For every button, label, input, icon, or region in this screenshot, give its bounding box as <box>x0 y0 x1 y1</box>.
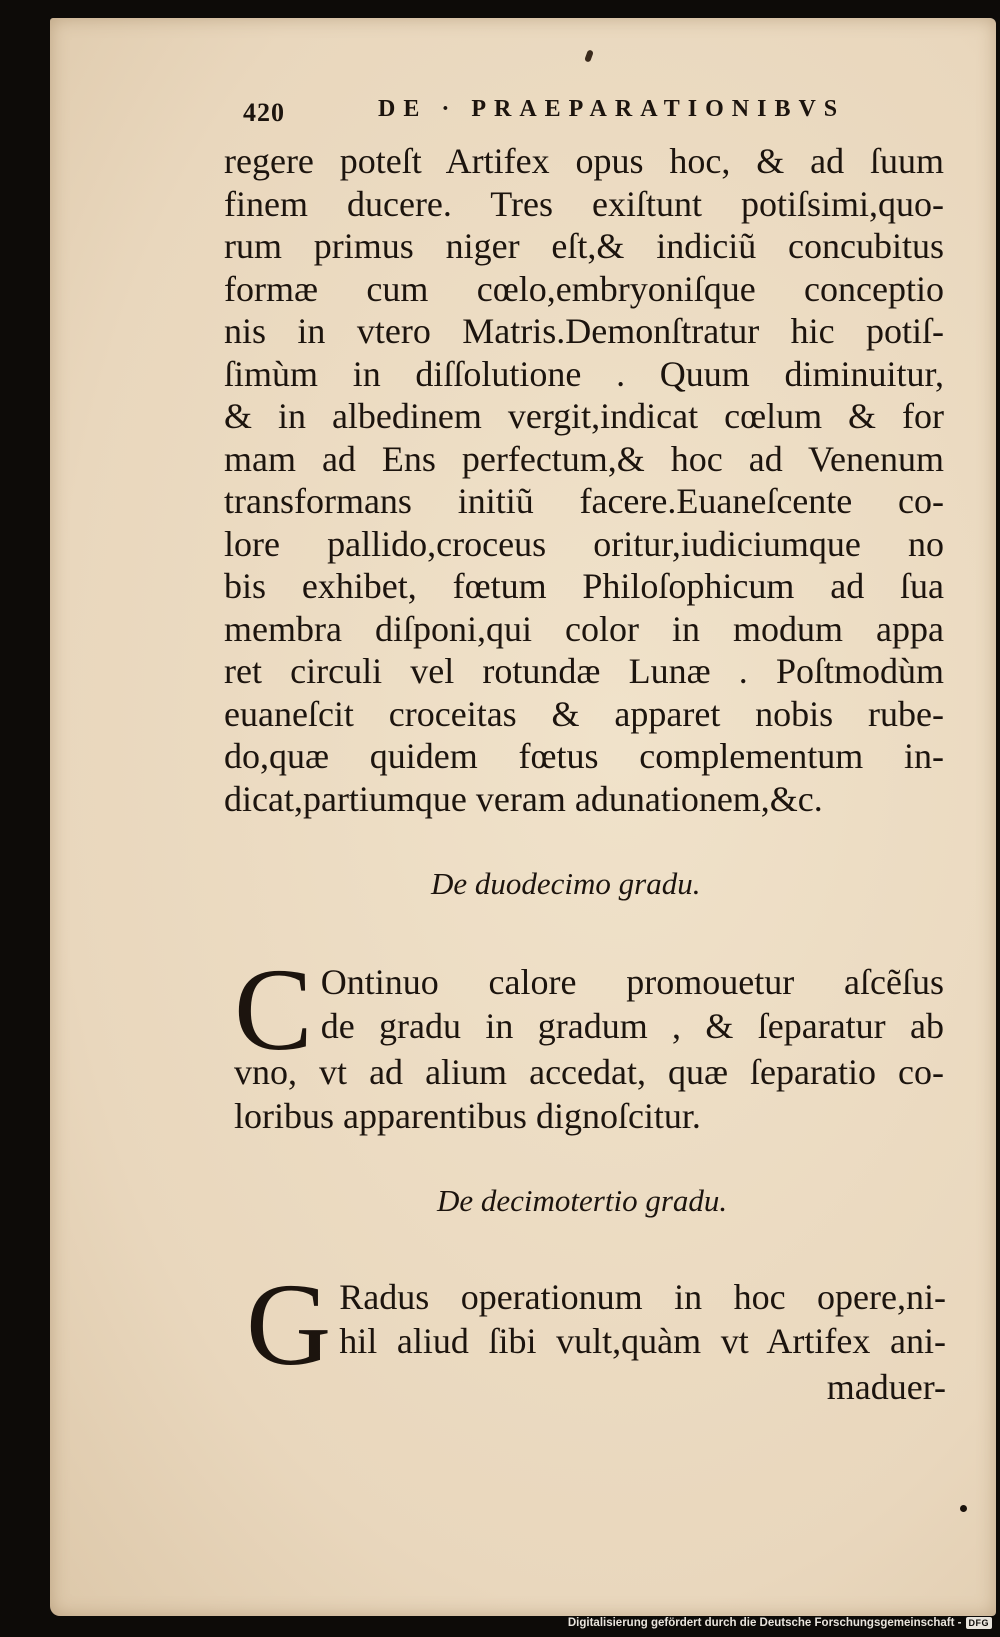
text-line: formæ cum cœlo,embryoniſque conceptio <box>224 268 944 309</box>
text-line: rum primus niger eſt,& indiciũ concubitus <box>224 226 944 266</box>
text-line: hil aliud ſibi vult,quàm vt Artifex ani- <box>339 1321 946 1361</box>
digitization-credit <box>568 1613 992 1633</box>
text-line: ret circuli vel rotundæ Lunæ . Poſtmodùm <box>224 651 944 691</box>
text-line: regere poteſt Artifex opus hoc, & ad ſuum <box>224 141 944 181</box>
running-head: DE · PRAEPARATIONIBVS <box>378 96 846 122</box>
text-line: lore pallido,croceus oritur,iudiciumque no <box>224 523 944 564</box>
text-line: bis exhibet, fœtum Philoſophicum ad ſua <box>224 566 944 606</box>
section-13-body <box>246 1259 946 1409</box>
text-line: dicat,partiumque veram adunationem,&c. <box>224 778 823 819</box>
catchword: maduer- <box>826 1367 946 1407</box>
text-line: de gradu in gradum , & ſeparatur ab <box>320 1006 944 1046</box>
text-line: mam ad Ens perfectum,& hoc ad Venenum <box>224 438 944 479</box>
page-number: 420 <box>243 98 285 127</box>
dropcap-letter: G <box>246 1259 332 1390</box>
credit-text: Digitalisierung gefördert durch die Deutsche Forschungsgemeinschaft - <box>567 1617 962 1629</box>
indented-lines <box>339 1275 946 1363</box>
text-line: transformans initiũ facere.Euaneſcente co- <box>224 481 944 521</box>
text-line: finem ducere. Tres exiſtunt potiſsimi,quo- <box>224 183 944 224</box>
text-line: ſimùm in diſſolutione . Quum diminuitur, <box>224 353 944 394</box>
page-header <box>243 90 943 140</box>
text-line: & in albedinem vergit,indicat cœlum & for <box>224 396 944 436</box>
section-heading-13: De decimotertio gradu. <box>437 1183 728 1218</box>
dropcap-letter: C <box>234 944 313 1075</box>
dfg-logo-icon: DFG <box>966 1617 993 1629</box>
text-line: Ontinuo calore promouetur aſcẽſus <box>320 962 944 1002</box>
text-line: euaneſcit croceitas & apparet nobis rube- <box>224 693 944 734</box>
text-line: loribus apparentibus dignoſcitur. <box>234 1096 701 1136</box>
section-12-body <box>234 944 944 1138</box>
text-line: nis in vtero Matris.Demonſtratur hic potiſ- <box>224 311 944 351</box>
section-heading-12: De duodecimo gradu. <box>431 866 701 901</box>
text-line: do,quæ quidem fœtus complementum in- <box>224 736 944 776</box>
ink-speck <box>960 1505 967 1512</box>
paragraph-continuation <box>224 140 944 820</box>
text-line: Radus operationum in hoc opere,ni- <box>339 1277 946 1317</box>
indented-lines <box>321 960 944 1048</box>
text-line: vno, vt ad alium accedat, quæ ſeparatio co- <box>234 1052 944 1092</box>
text-line: membra diſponi,qui color in modum appa <box>224 608 944 649</box>
